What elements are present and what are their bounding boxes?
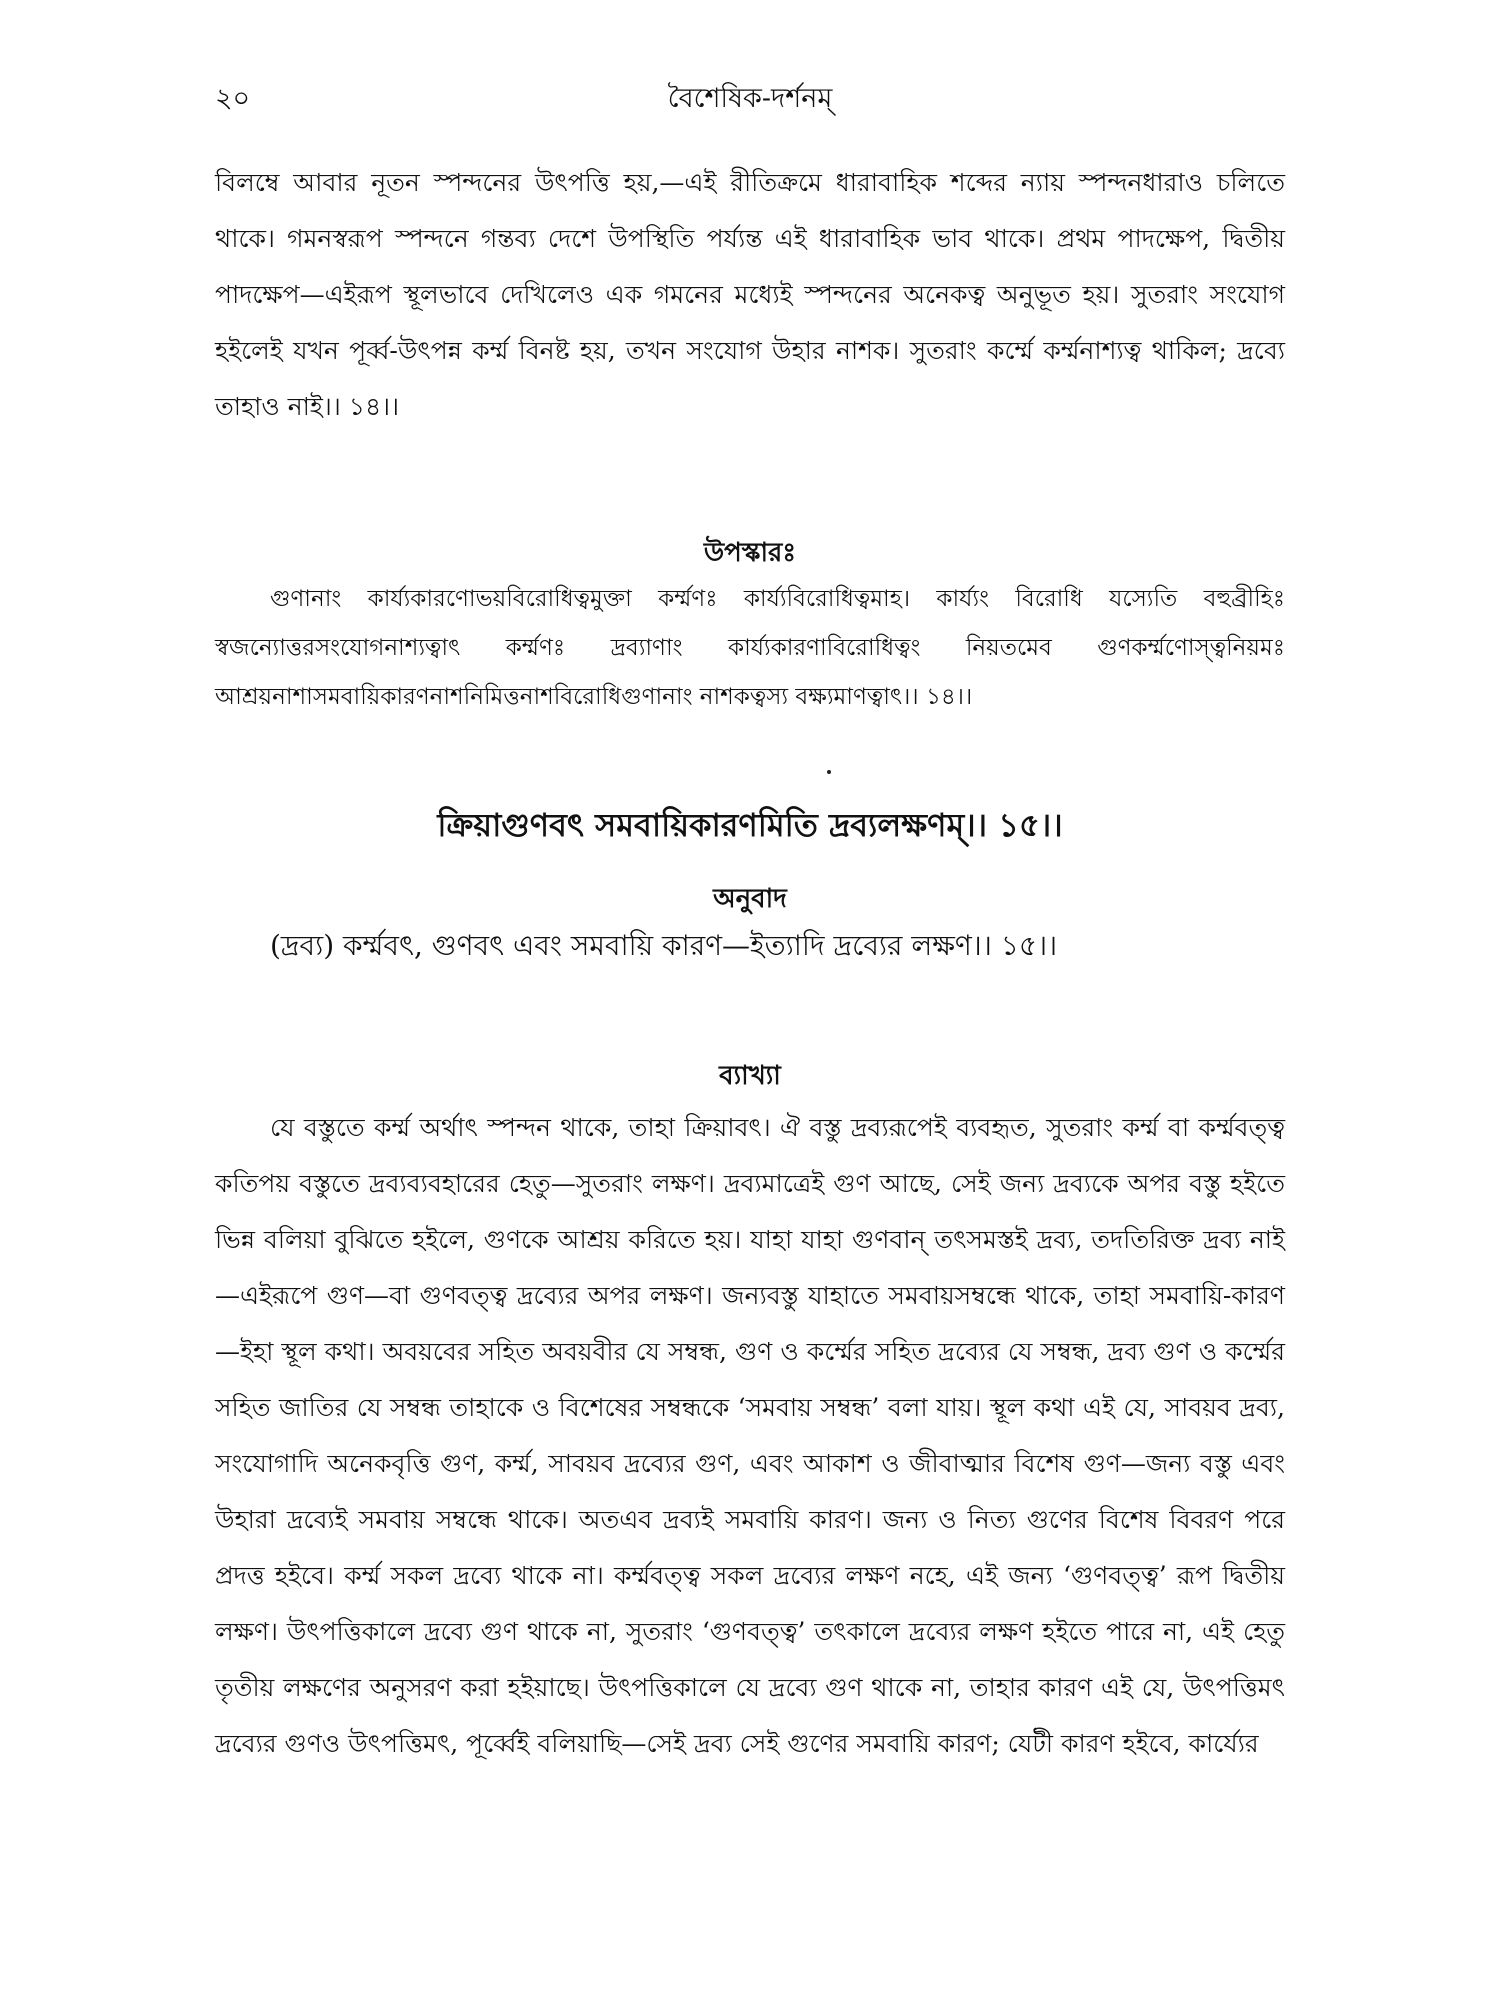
byakhya-heading: ব্যাখ্যা xyxy=(719,1061,781,1091)
book-page xyxy=(215,0,1285,2000)
page-header xyxy=(215,78,1285,118)
running-title: বৈশেষিক-দর্শনম্ xyxy=(667,83,833,114)
anubad-text: (দ্রব্য) কর্ম্মবৎ, গুণবৎ এবং সমবায়ি কারণ—ইত্যাদি দ্রব্যের লক্ষণ।। ১৫।। xyxy=(270,929,1058,962)
upaskar-paragraph xyxy=(215,575,1285,722)
paragraph-text: বিলম্বে আবার নূতন স্পন্দনের উৎপত্তি হয়,—এই রীতিক্রমে ধারাবাহিক শব্দের ন্যায় স্পন্দনধারাও চলিতে থাকে। গমনস্বরূপ স্পন্দনে গন্তব্য দেশে উপস্থিতি পর্য্যন্ত এই ধারাবাহিক ভাব থাকে। প্রথম পাদক্ষেপ, দ্বিতীয় পাদক্ষেপ—এইরূপ স্থূলভাবে দেখিলেও এক গমনের মধ্যেই স্পন্দনের অনেকত্ব অনুভূত হয়। সুতরাং সংযোগ হইলেই যখন পূর্ব্ব-উৎপন্ন কর্ম্ম বিনষ্ট হয়, তখন সংযোগ উহার নাশক। সুতরাং কর্ম্মে কর্ম্মনাশ্যত্ব থাকিল; দ্রব্যে তাহাও নাই।। ১৪।। xyxy=(215,168,1285,421)
continued-paragraph xyxy=(215,155,1285,435)
byakhya-paragraph xyxy=(215,1100,1285,1772)
byakhya-text: যে বস্তুতে কর্ম্ম অর্থাৎ স্পন্দন থাকে, তাহা ক্রিয়াবৎ। ঐ বস্তু দ্রব্যরূপেই ব্যবহৃত, সুতরাং কর্ম্ম বা কর্ম্মবত্ত্ব কতিপয় বস্তুতে দ্রব্যব্যবহারের হেতু—সুতরাং লক্ষণ। দ্রব্যমাত্রেই গুণ আছে, সেই জন্য দ্রব্যকে অপর বস্তু হইতে ভিন্ন বলিয়া বুঝিতে হইলে, গুণকে আশ্রয় করিতে হয়। যাহা যাহা গুণবান্ তৎসমস্তই দ্রব্য, তদতিরিক্ত দ্রব্য নাই—এইরূপে গুণ—বা গুণবত্ত্ব দ্রব্যের অপর লক্ষণ। জন্যবস্তু যাহাতে সমবায়সম্বন্ধে থাকে, তাহা সমবায়ি-কারণ—ইহা স্থূল কথা। অবয়বের সহিত অবয়বীর যে সম্বন্ধ, গুণ ও কর্ম্মের সহিত দ্রব্যের যে সম্বন্ধ, দ্রব্য গুণ ও কর্ম্মের সহিত জাতির যে সম্বন্ধ তাহাকে ও বিশেষের সম্বন্ধকে ‘সমবায় সম্বন্ধ’ বলা যায়। স্থূল কথা এই যে, সাবয়ব দ্রব্য, সংযোগাদি অনেকবৃত্তি গুণ, কর্ম্ম, সাবয়ব দ্রব্যের গুণ, এবং আকাশ ও জীবাত্মার বিশেষ গুণ—জন্য বস্তু এবং উহারা দ্রব্যেই সমবায় সম্বন্ধে থাকে। অতএব দ্রব্যই সমবায়ি কারণ। জন্য ও নিত্য গুণের বিশেষ বিবরণ পরে প্রদত্ত হইবে। কর্ম্ম সকল দ্রব্যে থাকে না। কর্ম্মবত্ত্ব সকল দ্রব্যের লক্ষণ নহে, এই জন্য ‘গুণবত্ত্ব’ রূপ দ্বিতীয় লক্ষণ। উৎপত্তিকালে দ্রব্যে গুণ থাকে না, সুতরাং ‘গুণবত্ত্ব’ তৎকালে দ্রব্যের লক্ষণ হইতে পারে না, এই হেতু তৃতীয় লক্ষণের অনুসরণ করা হইয়াছে। উৎপত্তিকালে যে দ্রব্যে গুণ থাকে না, তাহার কারণ এই যে, উৎপত্তিমৎ দ্রব্যের গুণও উৎপত্তিমৎ, পূর্ব্বেই বলিয়াছি—সেই দ্রব্য সেই গুণের সমবায়ি কারণ; যেটী কারণ হইবে, কার্য্যের xyxy=(215,1113,1285,1758)
sutra-heading: ক্রিয়াগুণবৎ সমবায়িকারণমিতি দ্রব্যলক্ষণম্।। ১৫।। xyxy=(437,806,1063,844)
anubad-paragraph xyxy=(215,918,1285,974)
upaskar-heading: উপস্কারঃ xyxy=(703,538,797,568)
anubad-heading: অনুবাদ xyxy=(713,884,787,914)
stray-dot xyxy=(827,770,831,774)
upaskar-text: গুণানাং কার্য্যকারণোভয়বিরোধিত্বমুক্তা কর্ম্মণঃ কার্য্যবিরোধিত্বমাহ। কার্য্যং বিরোধি যস্যেতি বহুব্রীহিঃ স্বজন্যোত্তরসংযোগনাশ্যত্বাৎ কর্ম্মণঃ দ্রব্যাণাং কার্য্যকারণাবিরোধিত্বং নিয়তমেব গুণকর্ম্মণোস্ত্বনিয়মঃ আশ্রয়নাশাসমবায়িকারণনাশনিমিত্তনাশবিরোধিগুণানাং নাশকত্বস্য বক্ষ্যমাণত্বাৎ।। ১৪।। xyxy=(215,586,1285,710)
page-number: ২০ xyxy=(215,83,251,114)
